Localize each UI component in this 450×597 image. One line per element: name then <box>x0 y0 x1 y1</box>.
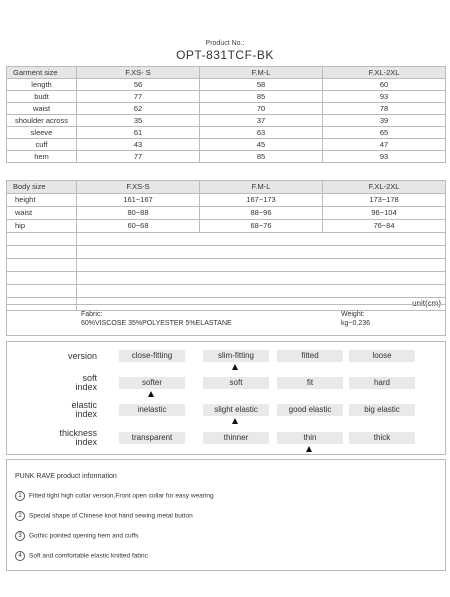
table-cell: 80~88 <box>77 207 200 220</box>
feel-row-label-line: index <box>75 382 97 392</box>
circled-number: 4 <box>15 551 25 561</box>
selected-marker-icon <box>232 364 238 370</box>
table-cell: 39 <box>323 115 446 127</box>
feel-row-label-line: version <box>67 350 97 361</box>
empty-cell <box>77 259 446 272</box>
circled-number: 3 <box>15 531 25 541</box>
unit-label: unit(cm) <box>77 298 446 311</box>
garment-size-table <box>6 66 446 163</box>
feel-option-chip: good elastic <box>277 404 343 416</box>
table-cell: 76~84 <box>323 220 446 233</box>
empty-row <box>7 233 446 246</box>
size-column-header: F.XL-2XL <box>323 181 446 194</box>
table-cell: 60~68 <box>77 220 200 233</box>
feel-option-chip: thinner <box>203 432 269 444</box>
empty-row <box>7 259 446 272</box>
table-cell: 68~76 <box>200 220 323 233</box>
table-cell: 45 <box>200 139 323 151</box>
table-cell: 47 <box>323 139 446 151</box>
feel-row-label-line: thickness <box>59 428 97 438</box>
info-text: Gothic pointed opening hem and cuffs <box>29 532 139 540</box>
table-cell: 65 <box>323 127 446 139</box>
feel-row-label <box>13 352 97 361</box>
garment-size-header-cell: Garment size <box>7 67 77 79</box>
table-row <box>7 127 446 139</box>
table-cell: 35 <box>77 115 200 127</box>
weight-value: kg~0.236 <box>341 320 370 327</box>
selected-marker-icon <box>232 418 238 424</box>
table-cell: 77 <box>77 151 200 163</box>
empty-cell <box>77 272 446 285</box>
info-item <box>15 511 193 521</box>
feel-option-chip: thick <box>349 432 415 444</box>
table-cell: 173~178 <box>323 194 446 207</box>
size-column-header: F.XL-2XL <box>323 67 446 79</box>
feel-row-label <box>13 374 97 392</box>
table-row <box>7 103 446 115</box>
row-label: hip <box>7 220 77 233</box>
row-label: cuff <box>7 139 77 151</box>
table-row <box>7 115 446 127</box>
row-label: hem <box>7 151 77 163</box>
table-cell: 60 <box>323 79 446 91</box>
feel-option-chip: slim-fitting <box>203 350 269 362</box>
feel-option-chip: thin <box>277 432 343 444</box>
info-text: Soft and comfortable elastic knitted fabric <box>29 552 148 560</box>
table-cell: 167~173 <box>200 194 323 207</box>
table-cell: 58 <box>200 79 323 91</box>
feel-option-chip: softer <box>119 377 185 389</box>
size-column-header: F.XS- S <box>77 67 200 79</box>
row-label: height <box>7 194 77 207</box>
info-item <box>15 551 148 561</box>
feel-option-chip: big elastic <box>349 404 415 416</box>
table-cell: 43 <box>77 139 200 151</box>
table-row <box>7 151 446 163</box>
empty-cell <box>7 272 77 285</box>
empty-cell <box>77 233 446 246</box>
circled-number: 1 <box>15 491 25 501</box>
table-cell: 61 <box>77 127 200 139</box>
table-cell: 96~104 <box>323 207 446 220</box>
empty-row <box>7 285 446 298</box>
table-row <box>7 194 446 207</box>
empty-cell <box>7 246 77 259</box>
table-cell: 70 <box>200 103 323 115</box>
feel-row-label <box>13 401 97 419</box>
row-label: sleeve <box>7 127 77 139</box>
fit-feel-chart <box>6 341 446 455</box>
size-column-header: F.M-L <box>200 67 323 79</box>
table-cell: 77 <box>77 91 200 103</box>
size-column-header: F.XS-S <box>77 181 200 194</box>
empty-row <box>7 272 446 285</box>
info-text: Special shape of Chinese knot hand sewing metal button <box>29 512 193 520</box>
empty-cell <box>7 285 77 298</box>
table-cell: 56 <box>77 79 200 91</box>
row-label: shoulder across <box>7 115 77 127</box>
info-text: Fitted tight high collar version,Front open collar for easy wearing <box>29 492 214 500</box>
fabric-value: 60%VISCOSE 35%POLYESTER 5%ELASTANE <box>81 320 232 327</box>
fabric-weight-box <box>6 304 446 336</box>
feel-row-label <box>13 429 97 447</box>
table-row <box>7 139 446 151</box>
body-size-header <box>7 181 446 194</box>
selected-marker-icon <box>306 446 312 452</box>
table-cell: 78 <box>323 103 446 115</box>
feel-option-chip: slight elastic <box>203 404 269 416</box>
size-column-header: F.M-L <box>200 181 323 194</box>
feel-row-label-line: index <box>75 437 97 447</box>
body-size-header-cell: Body size <box>7 181 77 194</box>
info-item <box>15 491 214 501</box>
empty-cell <box>7 233 77 246</box>
circled-number: 2 <box>15 511 25 521</box>
row-label: waist <box>7 103 77 115</box>
feel-option-chip: inelastic <box>119 404 185 416</box>
feel-option-chip: close-fitting <box>119 350 185 362</box>
feel-option-chip: transparent <box>119 432 185 444</box>
feel-row-label-line: soft <box>82 373 97 383</box>
table-cell: 62 <box>77 103 200 115</box>
empty-cell <box>7 259 77 272</box>
weight-label: Weight: <box>341 311 365 318</box>
table-cell: 85 <box>200 91 323 103</box>
product-code: OPT-831TCF-BK <box>176 48 274 62</box>
table-row <box>7 207 446 220</box>
table-cell: 93 <box>323 151 446 163</box>
table-cell: 37 <box>200 115 323 127</box>
row-label: waist <box>7 207 77 220</box>
fabric-label: Fabric: <box>81 311 103 318</box>
body-size-table <box>6 180 446 311</box>
feel-option-chip: fit <box>277 377 343 389</box>
selected-marker-icon <box>148 391 154 397</box>
garment-size-header <box>7 67 446 79</box>
table-cell: 161~167 <box>77 194 200 207</box>
product-info-box <box>6 459 446 571</box>
table-cell: 93 <box>323 91 446 103</box>
feel-option-chip: loose <box>349 350 415 362</box>
feel-row-label-line: index <box>75 409 97 419</box>
info-title: PUNK RAVE product information <box>15 473 117 480</box>
feel-option-chip: fitted <box>277 350 343 362</box>
table-row <box>7 220 446 233</box>
table-cell: 63 <box>200 127 323 139</box>
feel-row-label-line: elastic <box>71 400 97 410</box>
table-cell: 85 <box>200 151 323 163</box>
table-cell: 88~96 <box>200 207 323 220</box>
product-number-label: Product No.: <box>205 40 245 47</box>
empty-cell <box>77 246 446 259</box>
row-label: budt <box>7 91 77 103</box>
empty-row <box>7 246 446 259</box>
row-label: length <box>7 79 77 91</box>
table-row <box>7 91 446 103</box>
empty-cell <box>77 285 446 298</box>
feel-option-chip: soft <box>203 377 269 389</box>
feel-option-chip: hard <box>349 377 415 389</box>
table-row <box>7 79 446 91</box>
info-item <box>15 531 138 541</box>
